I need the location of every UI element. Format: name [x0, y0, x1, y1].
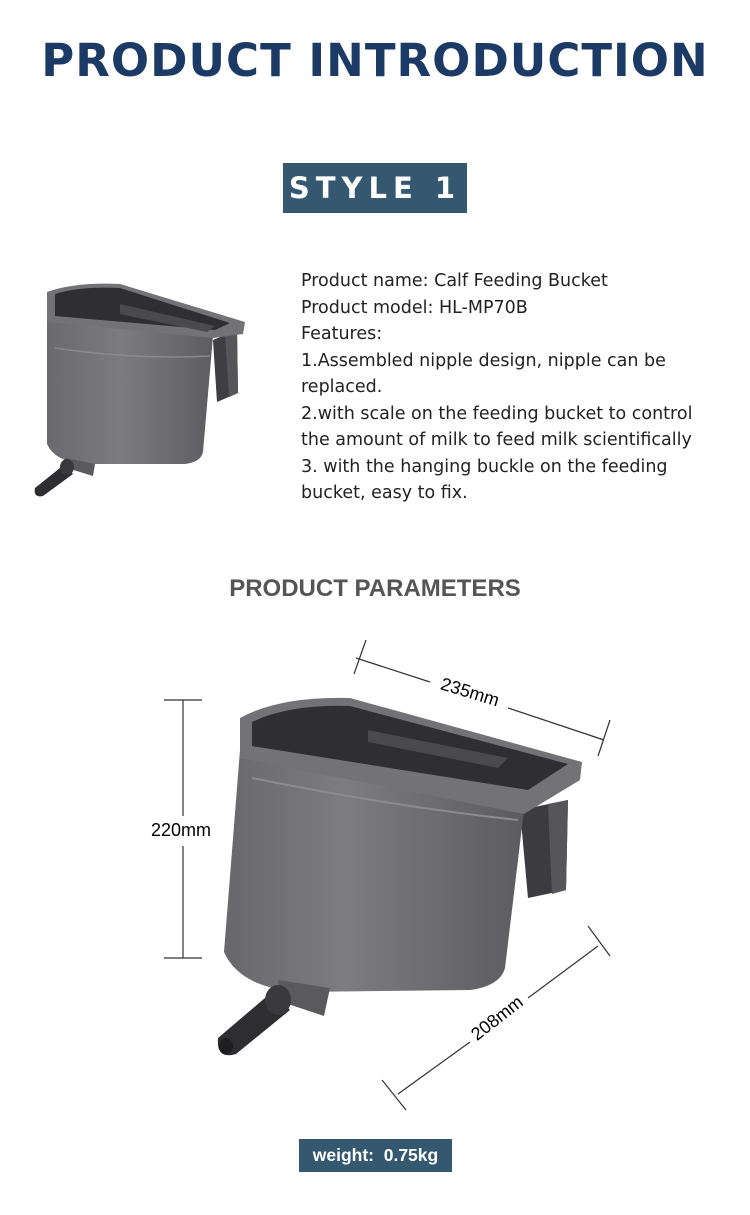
feature-1-line-1: 1.Assembled nipple design, nipple can be [301, 350, 666, 371]
bucket-image-small [25, 278, 250, 500]
feature-2-line-1: 2.with scale on the feeding bucket to control [301, 403, 693, 424]
style-badge: STYLE 1 [283, 163, 467, 213]
bucket-dimension-diagram [0, 630, 750, 1120]
depth-label: 208mm [467, 991, 527, 1045]
page-title: PRODUCT INTRODUCTION [41, 34, 709, 87]
product-model-line: Product model: HL-MP70B [301, 297, 528, 318]
feature-2-line-2: the amount of milk to feed milk scientifically [301, 430, 692, 450]
feature-3-line-2: bucket, easy to fix. [301, 483, 468, 503]
feature-3-line-1: 3. with the hanging buckle on the feeding [301, 456, 668, 477]
bucket-image-large [218, 698, 582, 1055]
weight-badge: weight: 0.75kg [299, 1139, 452, 1172]
width-label: 235mm [438, 673, 502, 711]
height-label: 220mm [150, 820, 212, 840]
product-info [301, 268, 741, 507]
params-title: PRODUCT PARAMETERS [229, 575, 521, 602]
product-name-line: Product name: Calf Feeding Bucket [301, 271, 608, 291]
features-heading: Features: [301, 324, 383, 344]
feature-1-line-2: replaced. [301, 377, 383, 397]
